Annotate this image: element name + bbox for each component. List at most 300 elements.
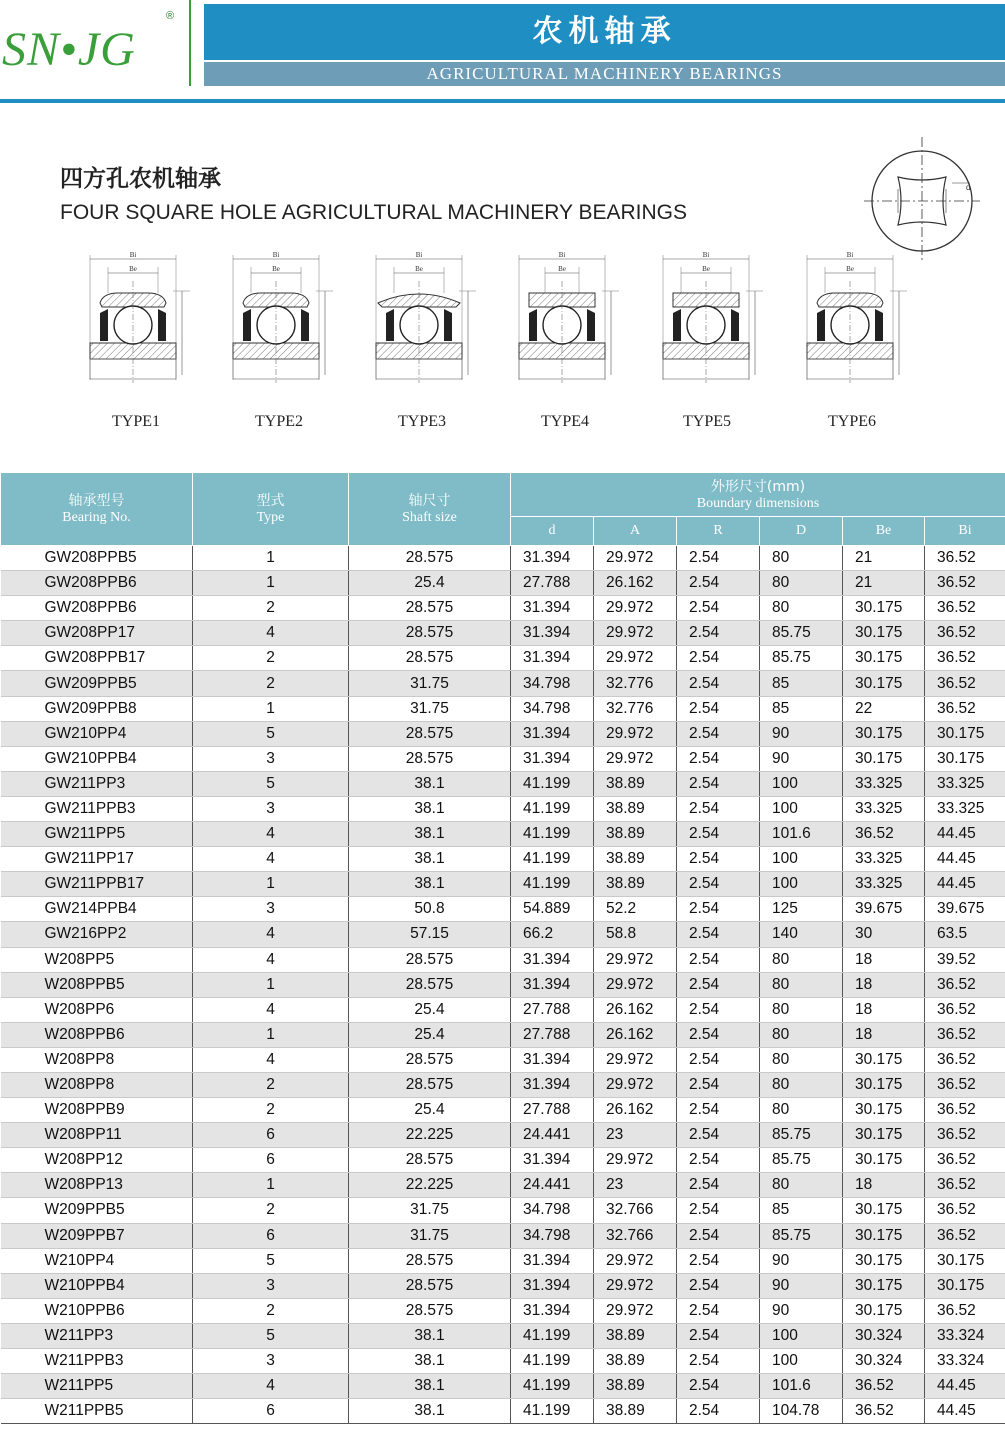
table-row xyxy=(1,1098,1005,1123)
be-cell: 30.175 xyxy=(843,596,925,621)
shaft-size-cell: 31.75 xyxy=(349,696,511,721)
header-a: A xyxy=(594,517,677,546)
type-cell: 1 xyxy=(193,1173,349,1198)
right-seal xyxy=(301,309,309,341)
a-cell: 29.972 xyxy=(594,1273,677,1298)
bi-label: Bi xyxy=(272,251,280,259)
be-cell: 30.175 xyxy=(843,1223,925,1248)
bearing-no-cell: GW211PP3 xyxy=(1,771,193,796)
d-cell: 31.394 xyxy=(511,1148,594,1173)
be-cell: 33.325 xyxy=(843,872,925,897)
table-row xyxy=(1,1223,1005,1248)
outer-d-cell: 80 xyxy=(760,1173,843,1198)
outer-d-cell: 85.75 xyxy=(760,1148,843,1173)
type-cell: 4 xyxy=(193,947,349,972)
header-bearing-no-cn: 轴承型号 xyxy=(68,493,125,509)
be-cell: 36.52 xyxy=(843,1374,925,1399)
a-cell: 29.972 xyxy=(594,972,677,997)
r-cell: 2.54 xyxy=(677,1148,760,1173)
header-shaft-size xyxy=(349,473,511,546)
a-cell: 23 xyxy=(594,1173,677,1198)
table-row xyxy=(1,1349,1005,1374)
outer-d-cell: 90 xyxy=(760,1248,843,1273)
d-cell: 34.798 xyxy=(511,696,594,721)
d-cell: 41.199 xyxy=(511,822,594,847)
table-row xyxy=(1,1374,1005,1399)
outer-d-cell: 85.75 xyxy=(760,1123,843,1148)
bi-cell: 33.325 xyxy=(925,796,1005,821)
r-cell: 2.54 xyxy=(677,1248,760,1273)
a-cell: 38.89 xyxy=(594,1374,677,1399)
d-cell: 27.788 xyxy=(511,1098,594,1123)
be-cell: 36.52 xyxy=(843,1399,925,1424)
a-cell: 38.89 xyxy=(594,822,677,847)
d-cell: 31.394 xyxy=(511,646,594,671)
type-cell: 2 xyxy=(193,646,349,671)
bi-cell: 36.52 xyxy=(925,1047,1005,1072)
shaft-size-cell: 38.1 xyxy=(349,822,511,847)
bearing-no-cell: W208PP12 xyxy=(1,1148,193,1173)
bi-cell: 36.52 xyxy=(925,1098,1005,1123)
r-cell: 2.54 xyxy=(677,847,760,872)
d-cell: 27.788 xyxy=(511,571,594,596)
table-row xyxy=(1,847,1005,872)
r-cell: 2.54 xyxy=(677,671,760,696)
bearing-no-cell: GW211PPB3 xyxy=(1,796,193,821)
r-cell: 2.54 xyxy=(677,997,760,1022)
r-cell: 2.54 xyxy=(677,1349,760,1374)
d-cell: 34.798 xyxy=(511,1198,594,1223)
header-boundary-cn: 外形尺寸(mm) xyxy=(710,478,806,495)
d-cell: 31.394 xyxy=(511,746,594,771)
bearing-no-cell: GW208PPB5 xyxy=(1,546,193,571)
outer-d-cell: 104.78 xyxy=(760,1399,843,1424)
outer-d-cell: 85.75 xyxy=(760,1223,843,1248)
type-cell: 6 xyxy=(193,1123,349,1148)
left-seal xyxy=(817,309,825,341)
type-cell: 5 xyxy=(193,1248,349,1273)
banner-title: 农机轴承 xyxy=(532,14,677,49)
left-seal xyxy=(100,309,108,341)
type-cell: 1 xyxy=(193,571,349,596)
r-cell: 2.54 xyxy=(677,872,760,897)
table-row xyxy=(1,571,1005,596)
bi-cell: 30.175 xyxy=(925,1273,1005,1298)
d-cell: 31.394 xyxy=(511,1047,594,1072)
a-cell: 29.972 xyxy=(594,1248,677,1273)
type-cell: 6 xyxy=(193,1399,349,1424)
table-row xyxy=(1,972,1005,997)
bi-cell: 36.52 xyxy=(925,646,1005,671)
be-cell: 33.325 xyxy=(843,796,925,821)
table-row xyxy=(1,1022,1005,1047)
right-seal xyxy=(158,309,166,341)
be-cell: 21 xyxy=(843,546,925,571)
outer-d-cell: 100 xyxy=(760,1349,843,1374)
type-label: TYPE4 xyxy=(541,413,589,430)
table-row xyxy=(1,1047,1005,1072)
a-cell: 38.89 xyxy=(594,872,677,897)
be-cell: 18 xyxy=(843,997,925,1022)
outer-d-cell: 100 xyxy=(760,847,843,872)
be-cell: 30.175 xyxy=(843,721,925,746)
table-row xyxy=(1,1399,1005,1424)
outer-d-cell: 90 xyxy=(760,721,843,746)
bi-cell: 36.52 xyxy=(925,972,1005,997)
bi-cell: 36.52 xyxy=(925,1022,1005,1047)
table-row xyxy=(1,922,1005,947)
shaft-size-cell: 28.575 xyxy=(349,1298,511,1323)
bearing-no-cell: GW210PPB4 xyxy=(1,746,193,771)
bearing-no-cell: W208PP5 xyxy=(1,947,193,972)
shaft-size-cell: 28.575 xyxy=(349,621,511,646)
r-cell: 2.54 xyxy=(677,1047,760,1072)
shaft-size-cell: 25.4 xyxy=(349,997,511,1022)
be-label: Be xyxy=(272,265,280,273)
bearing-no-cell: GW210PP4 xyxy=(1,721,193,746)
a-cell: 26.162 xyxy=(594,997,677,1022)
a-cell: 29.972 xyxy=(594,1047,677,1072)
outer-d-cell: 85 xyxy=(760,1198,843,1223)
a-cell: 29.972 xyxy=(594,1072,677,1097)
outer-d-cell: 80 xyxy=(760,972,843,997)
right-seal xyxy=(875,309,883,341)
be-cell: 33.325 xyxy=(843,771,925,796)
table-row xyxy=(1,897,1005,922)
d-cell: 34.798 xyxy=(511,1223,594,1248)
outer-d-cell: 85 xyxy=(760,671,843,696)
a-cell: 26.162 xyxy=(594,1022,677,1047)
outer-d-cell: 140 xyxy=(760,922,843,947)
bearing-spec-table xyxy=(0,472,1005,1424)
type-cell: 1 xyxy=(193,972,349,997)
type-cell: 4 xyxy=(193,847,349,872)
be-cell: 22 xyxy=(843,696,925,721)
bearing-no-cell: W209PPB7 xyxy=(1,1223,193,1248)
bearing-no-cell: GW209PPB8 xyxy=(1,696,193,721)
type-cell: 4 xyxy=(193,922,349,947)
bearing-no-cell: GW216PP2 xyxy=(1,922,193,947)
bi-cell: 33.325 xyxy=(925,771,1005,796)
subtitle-banner xyxy=(204,62,1005,86)
a-cell: 32.776 xyxy=(594,671,677,696)
type-cell: 6 xyxy=(193,1148,349,1173)
bearing-no-cell: W208PPB5 xyxy=(1,972,193,997)
type-cell: 4 xyxy=(193,621,349,646)
r-cell: 2.54 xyxy=(677,922,760,947)
outer-d-cell: 100 xyxy=(760,1323,843,1348)
header-be: Be xyxy=(843,517,925,546)
bi-cell: 36.52 xyxy=(925,1148,1005,1173)
be-cell: 18 xyxy=(843,947,925,972)
bearing-diagram xyxy=(795,245,915,385)
header-d: d xyxy=(511,517,594,546)
shaft-size-cell: 28.575 xyxy=(349,1248,511,1273)
r-cell: 2.54 xyxy=(677,546,760,571)
bi-cell: 36.52 xyxy=(925,1173,1005,1198)
bi-cell: 36.52 xyxy=(925,1198,1005,1223)
outer-d-cell: 80 xyxy=(760,947,843,972)
a-cell: 29.972 xyxy=(594,646,677,671)
shaft-size-cell: 28.575 xyxy=(349,646,511,671)
a-cell: 38.89 xyxy=(594,1399,677,1424)
header-boundary-en: Boundary dimensions xyxy=(696,495,820,511)
d-cell: 31.394 xyxy=(511,1072,594,1097)
bearing-no-cell: W211PP3 xyxy=(1,1323,193,1348)
bi-cell: 44.45 xyxy=(925,872,1005,897)
a-cell: 32.766 xyxy=(594,1198,677,1223)
shaft-size-cell: 31.75 xyxy=(349,671,511,696)
shaft-size-cell: 50.8 xyxy=(349,897,511,922)
be-cell: 36.52 xyxy=(843,822,925,847)
r-cell: 2.54 xyxy=(677,1374,760,1399)
shaft-size-cell: 28.575 xyxy=(349,596,511,621)
type-cell: 3 xyxy=(193,746,349,771)
bi-cell: 39.675 xyxy=(925,897,1005,922)
table-row xyxy=(1,1298,1005,1323)
type-cell: 3 xyxy=(193,1349,349,1374)
header-type-en: Type xyxy=(256,510,285,525)
d-cell: 31.394 xyxy=(511,621,594,646)
d-cell: 31.394 xyxy=(511,1248,594,1273)
be-cell: 21 xyxy=(843,571,925,596)
bearing-diagram xyxy=(364,245,484,385)
bearing-no-cell: W211PPB5 xyxy=(1,1399,193,1424)
shaft-size-cell: 38.1 xyxy=(349,1399,511,1424)
bi-cell: 33.324 xyxy=(925,1323,1005,1348)
be-cell: 18 xyxy=(843,1022,925,1047)
type-label: TYPE1 xyxy=(112,413,160,430)
be-cell: 30.175 xyxy=(843,1248,925,1273)
header-boundary-dimensions xyxy=(511,473,1005,517)
d-cell: 31.394 xyxy=(511,596,594,621)
outer-d-cell: 90 xyxy=(760,1298,843,1323)
bi-cell: 36.52 xyxy=(925,671,1005,696)
table-row xyxy=(1,1198,1005,1223)
bearing-no-cell: W210PP4 xyxy=(1,1248,193,1273)
bearing-no-cell: GW214PPB4 xyxy=(1,897,193,922)
a-cell: 38.89 xyxy=(594,1349,677,1374)
a-cell: 29.972 xyxy=(594,947,677,972)
type-label: TYPE5 xyxy=(683,413,731,430)
d-cell: 41.199 xyxy=(511,1399,594,1424)
a-cell: 38.89 xyxy=(594,771,677,796)
type-cell: 5 xyxy=(193,721,349,746)
be-label: Be xyxy=(415,265,423,273)
r-cell: 2.54 xyxy=(677,1072,760,1097)
d-cell: 54.889 xyxy=(511,897,594,922)
registered-mark: ® xyxy=(166,10,175,22)
type-cell: 4 xyxy=(193,1374,349,1399)
outer-d-cell: 80 xyxy=(760,1072,843,1097)
shaft-size-cell: 38.1 xyxy=(349,1349,511,1374)
type-cell: 2 xyxy=(193,1298,349,1323)
type-cell: 5 xyxy=(193,771,349,796)
be-cell: 30.175 xyxy=(843,646,925,671)
d-cell: 24.441 xyxy=(511,1123,594,1148)
be-cell: 18 xyxy=(843,1173,925,1198)
title-banner xyxy=(204,4,1005,60)
header-bi: Bi xyxy=(925,517,1005,546)
be-cell: 30.175 xyxy=(843,671,925,696)
r-cell: 2.54 xyxy=(677,1323,760,1348)
bi-label: Bi xyxy=(702,251,710,259)
r-cell: 2.54 xyxy=(677,822,760,847)
d-cell: 66.2 xyxy=(511,922,594,947)
shaft-size-cell: 28.575 xyxy=(349,1047,511,1072)
right-seal xyxy=(587,309,595,341)
a-cell: 29.972 xyxy=(594,621,677,646)
shaft-size-cell: 28.575 xyxy=(349,746,511,771)
a-cell: 29.972 xyxy=(594,1148,677,1173)
outer-d-cell: 90 xyxy=(760,1273,843,1298)
bi-label: Bi xyxy=(846,251,854,259)
bi-label: Bi xyxy=(558,251,566,259)
r-cell: 2.54 xyxy=(677,771,760,796)
bearing-no-cell: W208PPB9 xyxy=(1,1098,193,1123)
header-shaft-size-cn: 轴尺寸 xyxy=(408,493,451,509)
r-cell: 2.54 xyxy=(677,746,760,771)
table-row xyxy=(1,822,1005,847)
d-cell: 41.199 xyxy=(511,847,594,872)
table-row xyxy=(1,1273,1005,1298)
type-cell: 6 xyxy=(193,1223,349,1248)
outer-d-cell: 100 xyxy=(760,872,843,897)
be-cell: 30.175 xyxy=(843,621,925,646)
shaft-size-cell: 38.1 xyxy=(349,771,511,796)
table-row xyxy=(1,1173,1005,1198)
outer-d-cell: 80 xyxy=(760,997,843,1022)
type-cell: 1 xyxy=(193,872,349,897)
be-cell: 30.175 xyxy=(843,1273,925,1298)
shaft-size-cell: 28.575 xyxy=(349,947,511,972)
type-cell: 2 xyxy=(193,596,349,621)
left-seal xyxy=(243,309,251,341)
r-cell: 2.54 xyxy=(677,1273,760,1298)
a-cell: 29.972 xyxy=(594,546,677,571)
table-row xyxy=(1,796,1005,821)
shaft-size-cell: 22.225 xyxy=(349,1123,511,1148)
type-cell: 1 xyxy=(193,1022,349,1047)
bearing-no-cell: GW209PPB5 xyxy=(1,671,193,696)
shaft-size-cell: 31.75 xyxy=(349,1223,511,1248)
table-row xyxy=(1,1323,1005,1348)
be-label: Be xyxy=(702,265,710,273)
type-cell: 2 xyxy=(193,1072,349,1097)
d-cell: 41.199 xyxy=(511,1323,594,1348)
bi-cell: 44.45 xyxy=(925,1399,1005,1424)
outer-d-cell: 85 xyxy=(760,696,843,721)
a-cell: 38.89 xyxy=(594,1323,677,1348)
be-cell: 30.175 xyxy=(843,1148,925,1173)
type-cell: 2 xyxy=(193,1198,349,1223)
bearing-no-cell: W208PP13 xyxy=(1,1173,193,1198)
r-cell: 2.54 xyxy=(677,1098,760,1123)
a-cell: 32.776 xyxy=(594,696,677,721)
bi-cell: 36.52 xyxy=(925,546,1005,571)
bi-cell: 36.52 xyxy=(925,571,1005,596)
bi-cell: 36.52 xyxy=(925,596,1005,621)
be-cell: 30.324 xyxy=(843,1323,925,1348)
bearing-no-cell: W208PP6 xyxy=(1,997,193,1022)
bearing-no-cell: GW208PPB6 xyxy=(1,571,193,596)
bi-cell: 63.5 xyxy=(925,922,1005,947)
outer-d-cell: 90 xyxy=(760,746,843,771)
bearing-diagram xyxy=(507,245,627,385)
table-row xyxy=(1,546,1005,571)
type-cell: 2 xyxy=(193,1098,349,1123)
bearing-no-cell: W210PPB6 xyxy=(1,1298,193,1323)
type-cell: 4 xyxy=(193,822,349,847)
bearing-no-cell: GW208PP17 xyxy=(1,621,193,646)
type-label: TYPE2 xyxy=(255,413,303,430)
d-cell: 34.798 xyxy=(511,671,594,696)
a-cell: 29.972 xyxy=(594,1298,677,1323)
outer-d-cell: 80 xyxy=(760,546,843,571)
a-cell: 32.766 xyxy=(594,1223,677,1248)
outer-d-cell: 100 xyxy=(760,796,843,821)
table-row xyxy=(1,646,1005,671)
logo-divider xyxy=(189,0,191,86)
a-cell: 26.162 xyxy=(594,1098,677,1123)
d-cell: 31.394 xyxy=(511,947,594,972)
bi-cell: 39.52 xyxy=(925,947,1005,972)
table-row xyxy=(1,771,1005,796)
table-row xyxy=(1,596,1005,621)
type-cell: 3 xyxy=(193,796,349,821)
be-cell: 30.324 xyxy=(843,1349,925,1374)
bearing-no-cell: GW211PPB17 xyxy=(1,872,193,897)
a-cell: 23 xyxy=(594,1123,677,1148)
a-cell: 38.89 xyxy=(594,796,677,821)
bearing-no-cell: GW211PP17 xyxy=(1,847,193,872)
bearing-no-cell: W211PP5 xyxy=(1,1374,193,1399)
outer-d-cell: 101.6 xyxy=(760,1374,843,1399)
type-cell: 1 xyxy=(193,546,349,571)
be-cell: 30.175 xyxy=(843,1298,925,1323)
bearing-diagram xyxy=(221,245,341,385)
bearing-no-cell: W208PP8 xyxy=(1,1072,193,1097)
outer-d-cell: 100 xyxy=(760,771,843,796)
d-cell: 41.199 xyxy=(511,771,594,796)
bearing-no-cell: W211PPB3 xyxy=(1,1349,193,1374)
r-cell: 2.54 xyxy=(677,1223,760,1248)
outer-d-cell: 80 xyxy=(760,1047,843,1072)
be-cell: 30.175 xyxy=(843,1072,925,1097)
outer-d-cell: 80 xyxy=(760,571,843,596)
bearing-no-cell: W210PPB4 xyxy=(1,1273,193,1298)
r-cell: 2.54 xyxy=(677,621,760,646)
d-cell: 31.394 xyxy=(511,546,594,571)
be-label: Be xyxy=(558,265,566,273)
header-rule xyxy=(0,99,1005,103)
bearing-no-cell: GW211PP5 xyxy=(1,822,193,847)
type-cell: 3 xyxy=(193,897,349,922)
be-cell: 30.175 xyxy=(843,1198,925,1223)
d-cell: 41.199 xyxy=(511,872,594,897)
shaft-size-cell: 25.4 xyxy=(349,571,511,596)
a-cell: 58.8 xyxy=(594,922,677,947)
r-cell: 2.54 xyxy=(677,947,760,972)
table-row xyxy=(1,872,1005,897)
bi-cell: 33.324 xyxy=(925,1349,1005,1374)
bearing-diagram xyxy=(651,245,771,385)
bearing-no-cell: W208PP8 xyxy=(1,1047,193,1072)
outer-d-cell: 125 xyxy=(760,897,843,922)
header-type xyxy=(193,473,349,546)
header-bearing-no xyxy=(1,473,193,546)
table-row xyxy=(1,1248,1005,1273)
